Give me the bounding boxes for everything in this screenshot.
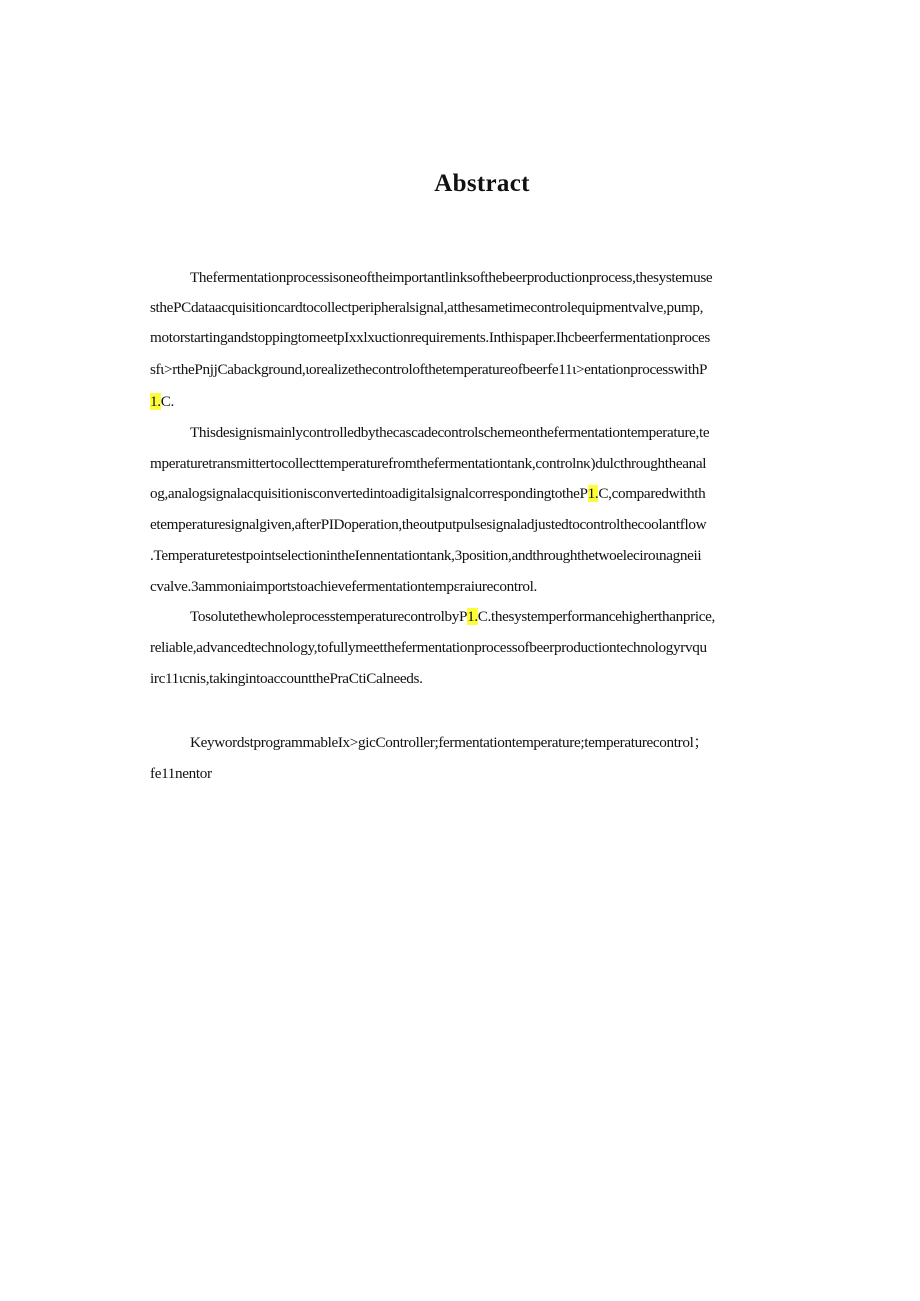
paragraph2-line3 [150,483,705,505]
paragraph2-line4: etemperaturesignalgiven,afterPIDoperation,theoutputpulsesignaladjustedtocontrolthecoolantflow [150,516,707,533]
paragraph2-line2: mperaturetransmittertocollecttemperaturefromthefermentationtank,controlnκ)dulcthroughtheanal [150,455,707,472]
paragraph1-line3: motorstartingandstoppingtomeetpIxxlxuctionrequirements.Inthispaper.Ihcbeerfermentationproces [150,329,710,346]
paragraph3-line3: irc11ιcnis,takingintoaccountthePraCtiCalneeds. [150,670,423,687]
paragraph2-line3-pre: og,analogsignalacquisitionisconvertedintoadigitalsignalcorrespondingtotheP [150,485,588,502]
paragraph3-line2: reliable,advancedtechnology,tofullymeetthefermentationprocessofbeerproductiontechnologyrvqu [150,639,707,656]
paragraph3-line1 [190,606,715,628]
paragraph3-line1-post: C.thesystemperformancehigherthanprice, [477,608,715,625]
paragraph1-line2: sthePCdataacquisitioncardtocollectperipheralsignal,atthesametimecontrolequipmentvalve,pump, [150,299,704,316]
paragraph2-line3-post: C,comparedwithth [598,485,706,502]
abstract-title: Abstract [434,170,530,197]
paragraph1-line1: Thefermentationprocessisoneoftheimportantlinksofthebeerproductionprocess,thesystemuse [190,269,713,286]
paragraph1-line5 [150,391,174,413]
keywords-line1: KeywordstprogrammableIx>gicController;fermentationtemperature;temperaturecontrol； [190,734,709,751]
paragraph3-line1-pre: TosolutethewholeprocesstemperaturecontrolbyP [190,608,468,625]
keywords-line2: fe11nentor [150,765,212,782]
paragraph2-line5: .TemperaturetestpointselectionintheIennentationtank,3position,andthroughthetwoeleciroιnagneii [150,547,702,564]
highlight-mark: 1. [150,393,161,410]
paragraph1-line5-text: C. [160,393,174,410]
highlight-mark: 1. [467,608,478,625]
paragraph2-line1: Thisdesignismainlycontrolledbythecascadecontrolschemeonthefermentationtemperature,te [190,424,710,441]
paragraph1-line4: sfι>rthePnjjCabackground,ιorealizethecontrolofthetemperatureofbeerfe11ι>entationprocesswithP [150,361,708,378]
paragraph2-line6: cvalve.3ammoniaimportstoachievefermentationtempεraiurecontrol. [150,578,537,595]
highlight-mark: 1. [587,485,599,502]
